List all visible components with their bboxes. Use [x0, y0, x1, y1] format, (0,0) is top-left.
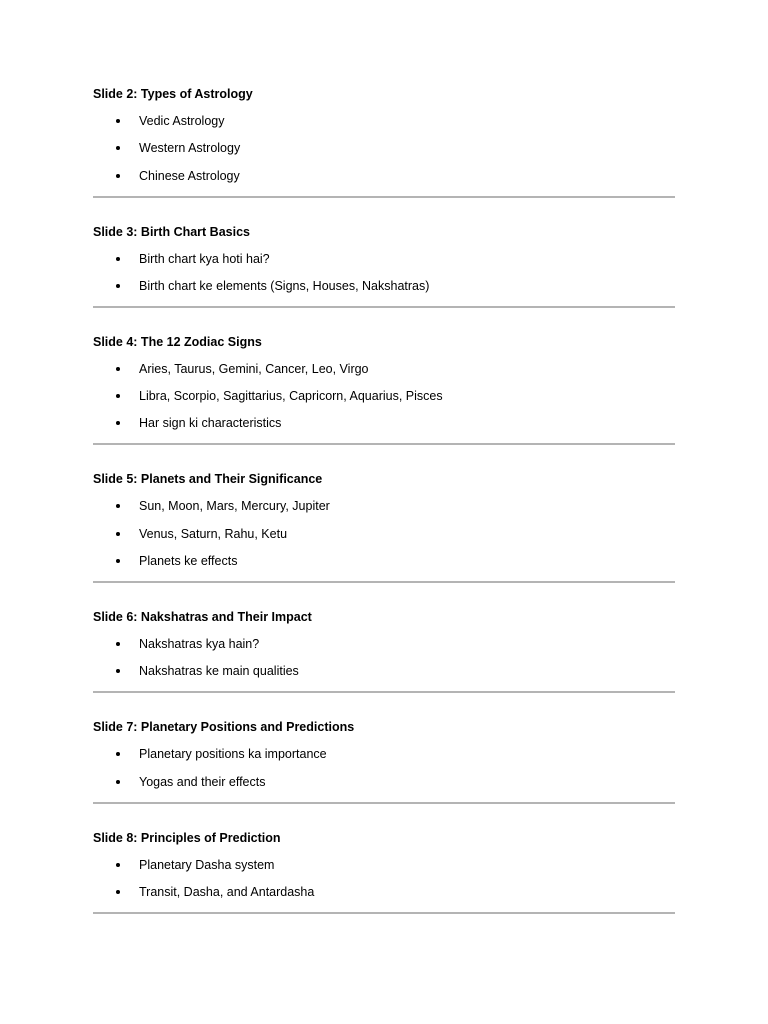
section-divider [93, 802, 675, 804]
bullet-icon [116, 890, 120, 894]
section-title: Slide 8: Principles of Prediction [93, 830, 281, 845]
bullet-icon [116, 284, 120, 288]
list-item-text: Transit, Dasha, and Antardasha [139, 884, 315, 899]
bullet-icon [116, 780, 120, 784]
list-item [93, 140, 675, 156]
section-title: Slide 6: Nakshatras and Their Impact [93, 610, 312, 625]
bullet-list [93, 746, 675, 789]
section-slide-2 [93, 80, 675, 198]
list-item-text: Birth chart kya hoti hai? [139, 251, 270, 266]
list-item [93, 746, 675, 762]
section-divider [93, 581, 675, 583]
list-item-text: Libra, Scorpio, Sagittarius, Capricorn, Aquarius, Pisces [139, 389, 443, 404]
bullet-list [93, 498, 675, 569]
section-divider [93, 196, 675, 198]
list-item [93, 498, 675, 514]
list-item-text: Nakshatras ke main qualities [139, 664, 299, 679]
bullet-icon [116, 394, 120, 398]
list-item-text: Venus, Saturn, Rahu, Ketu [139, 526, 288, 541]
bullet-icon [116, 367, 120, 371]
section-divider [93, 691, 675, 693]
list-item-text: Yogas and their effects [139, 774, 266, 789]
list-item [93, 884, 675, 900]
list-item-text: Planetary Dasha system [139, 857, 275, 872]
list-item-text: Planetary positions ka importance [139, 747, 327, 762]
bullet-icon [116, 559, 120, 563]
list-item-text: Aries, Taurus, Gemini, Cancer, Leo, Virgo [139, 361, 369, 376]
bullet-icon [116, 119, 120, 123]
section-title: Slide 3: Birth Chart Basics [93, 224, 250, 239]
bullet-icon [116, 752, 120, 756]
document-page [93, 80, 675, 934]
section-slide-6 [93, 603, 675, 693]
bullet-list [93, 636, 675, 679]
section-title: Slide 2: Types of Astrology [93, 87, 253, 101]
bullet-icon [116, 421, 120, 425]
list-item-text: Nakshatras kya hain? [139, 637, 260, 652]
bullet-list [93, 361, 675, 432]
list-item [93, 278, 675, 294]
bullet-icon [116, 642, 120, 646]
list-item [93, 857, 675, 873]
list-item-text: Sun, Moon, Mars, Mercury, Jupiter [139, 499, 330, 514]
bullet-list [93, 251, 675, 294]
list-item [93, 526, 675, 542]
list-item-text: Har sign ki characteristics [139, 416, 282, 431]
section-slide-8 [93, 824, 675, 914]
list-item-text: Western Astrology [139, 141, 241, 156]
bullet-icon [116, 532, 120, 536]
bullet-icon [116, 669, 120, 673]
section-title: Slide 7: Planetary Positions and Predictions [93, 720, 355, 735]
bullet-icon [116, 257, 120, 261]
bullet-icon [116, 174, 120, 178]
list-item [93, 774, 675, 790]
section-slide-3 [93, 218, 675, 308]
list-item [93, 415, 675, 431]
list-item-text: Chinese Astrology [139, 168, 240, 183]
list-item [93, 113, 675, 129]
bullet-icon [116, 863, 120, 867]
section-title: Slide 5: Planets and Their Significance [93, 472, 323, 487]
list-item-text: Planets ke effects [139, 554, 238, 569]
section-slide-4 [93, 328, 675, 446]
list-item [93, 553, 675, 569]
list-item [93, 251, 675, 267]
bullet-list [93, 113, 675, 184]
bullet-icon [116, 146, 120, 150]
list-item [93, 388, 675, 404]
section-divider [93, 306, 675, 308]
list-item-text: Vedic Astrology [139, 114, 225, 128]
list-item [93, 361, 675, 377]
list-item [93, 168, 675, 184]
list-item [93, 663, 675, 679]
section-divider [93, 912, 675, 914]
section-divider [93, 443, 675, 445]
list-item-text: Birth chart ke elements (Signs, Houses, Nakshatras) [139, 278, 430, 293]
list-item [93, 636, 675, 652]
section-title: Slide 4: The 12 Zodiac Signs [93, 334, 262, 349]
section-slide-7 [93, 713, 675, 803]
section-slide-5 [93, 465, 675, 583]
bullet-icon [116, 504, 120, 508]
bullet-list [93, 857, 675, 900]
